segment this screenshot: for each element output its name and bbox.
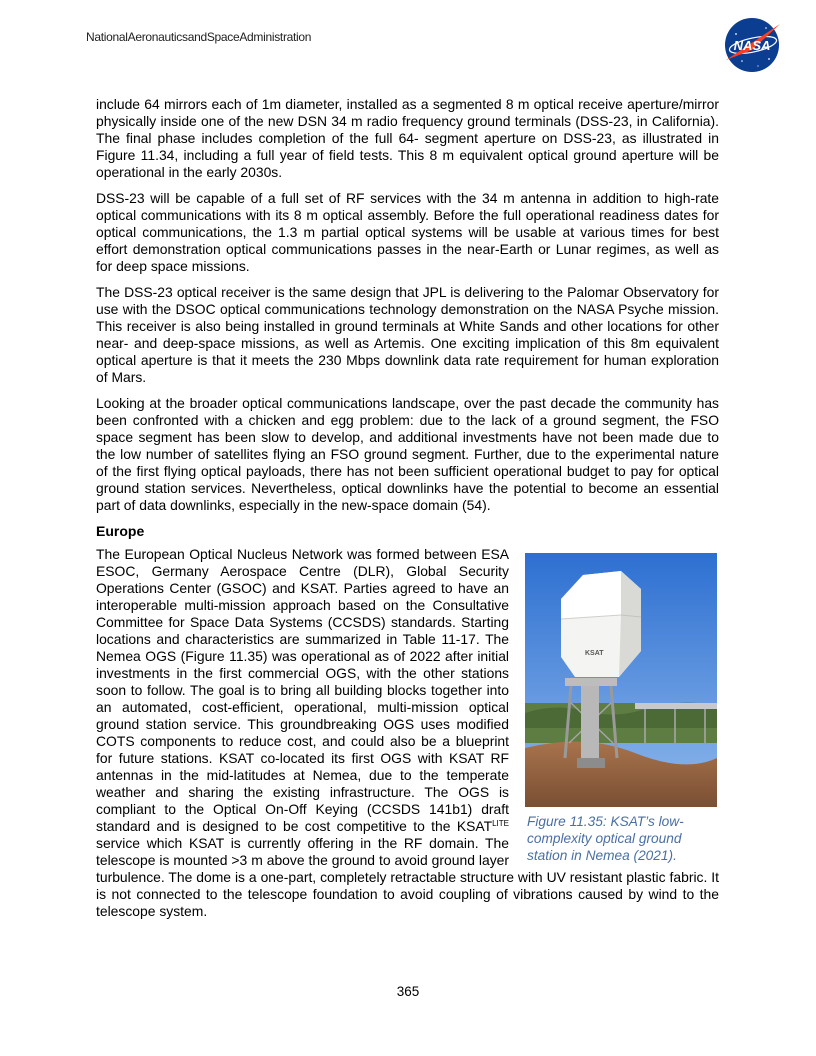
ksat-dome-label: KSAT [585,650,604,657]
europe-paragraph-part-1: The European Optical Nucleus Network was formed between ESA ESOC, Germany Aerospace Centre (DLR), Global Security Operations Center (GSOC) and KSAT. Parties agreed to have an interoperable multi-mission approach based on the Consultative Committee for Space Data Systems (CCSDS) standards. Starting locations and characteristics are summarized in Table 11-17. The Nemea OGS (Figure 11.35) was operational as of 2022 after initial investments in the first commercial OGS, with the other stations soon to follow. The goal is to bring all building blocks together into an automated, cost-efficient, operational, multi-mission optical ground station service. This groundbreaking OGS uses modified COTS components to reduce cost, and could also be a blueprint for future stations. KSAT co-located its first OGS with KSAT RF antennas in the mid-latitudes at Nemea, due to the temperate weather and sharing the existing infrastructure. The OGS is compliant to the Optical On-Off Keying (CCSDS 141b1) draft standard and is designed to be cost competitive to the KSAT [96,546,509,834]
page-number: 365 [396,984,420,999]
nasa-logo [722,16,784,74]
paragraph: Looking at the broader optical communications landscape, over the past decade the community has been confronted with a chicken and egg problem: due to the lack of a ground segment, the FSO space segment has been slow to develop, and additional investments have not been made due to the low number of satellites flying an FSO ground segment. Further, due to the experimental nature of the first flying optical payloads, there has not been sufficient operational budget to pay for optical ground station services. Nevertheless, optical downlinks have the potential to become an essential part of data downlinks, especially in the new-space domain (54). [96,395,719,513]
nasa-logo-text: NASA [733,38,771,53]
figure-11-35 [525,553,719,864]
paragraph: include 64 mirrors each of 1m diameter, installed as a segmented 8 m optical receive aperture/mirror physically inside one of the new DSN 34 m radio frequency ground terminals (DSS-23, in California). The final phase includes completion of the full 64- segment aperture on DSS-23, as illustrated in Figure 11.34, including a full year of field tests. This 8 m equivalent optical ground aperture will be operational in the early 2030s. [96,96,719,180]
ksat-lite-superscript: LITE [492,819,509,828]
europe-paragraph-part-2: service which KSAT is currently offering in the RF domain. The telescope is mounted >3 m above the ground to avoid ground layer turbulence. The dome is a one-part, completely retractable structure with UV resistant plastic fabric. It is not connected to the telescope foundation to avoid coupling of vibrations caused by wind to the telescope system. [96,835,719,919]
figure-caption: Figure 11.35: KSAT’s low-complexity optical ground station in Nemea (2021). [527,814,684,863]
header-org-name: NationalAeronauticsandSpaceAdministration [86,30,312,44]
body-content [96,96,719,929]
ksat-ogs-photo [525,553,717,807]
paragraph: The DSS-23 optical receiver is the same design that JPL is delivering to the Palomar Observatory for use with the DSOC optical communications technology demonstration on the NASA Psyche mission. This receiver is also being installed in ground terminals at White Sands and other locations for other near- and deep-space missions, as well as Artemis. One exciting implication of this 8m equivalent optical aperture is that it meets the 230 Mbps downlink data rate requirement for human exploration of Mars. [96,284,719,385]
paragraph: DSS-23 will be capable of a full set of RF services with the 34 m antenna in addition to high-rate optical communications with its 8 m optical assembly. Before the full operational readiness dates for optical communications, the 1.3 m partial optical systems will be usable at various times for best effort demonstration optical communications passes in the near-Earth or Lunar regimes, as well as for deep space missions. [96,190,719,274]
section-heading: Europe [96,523,145,539]
